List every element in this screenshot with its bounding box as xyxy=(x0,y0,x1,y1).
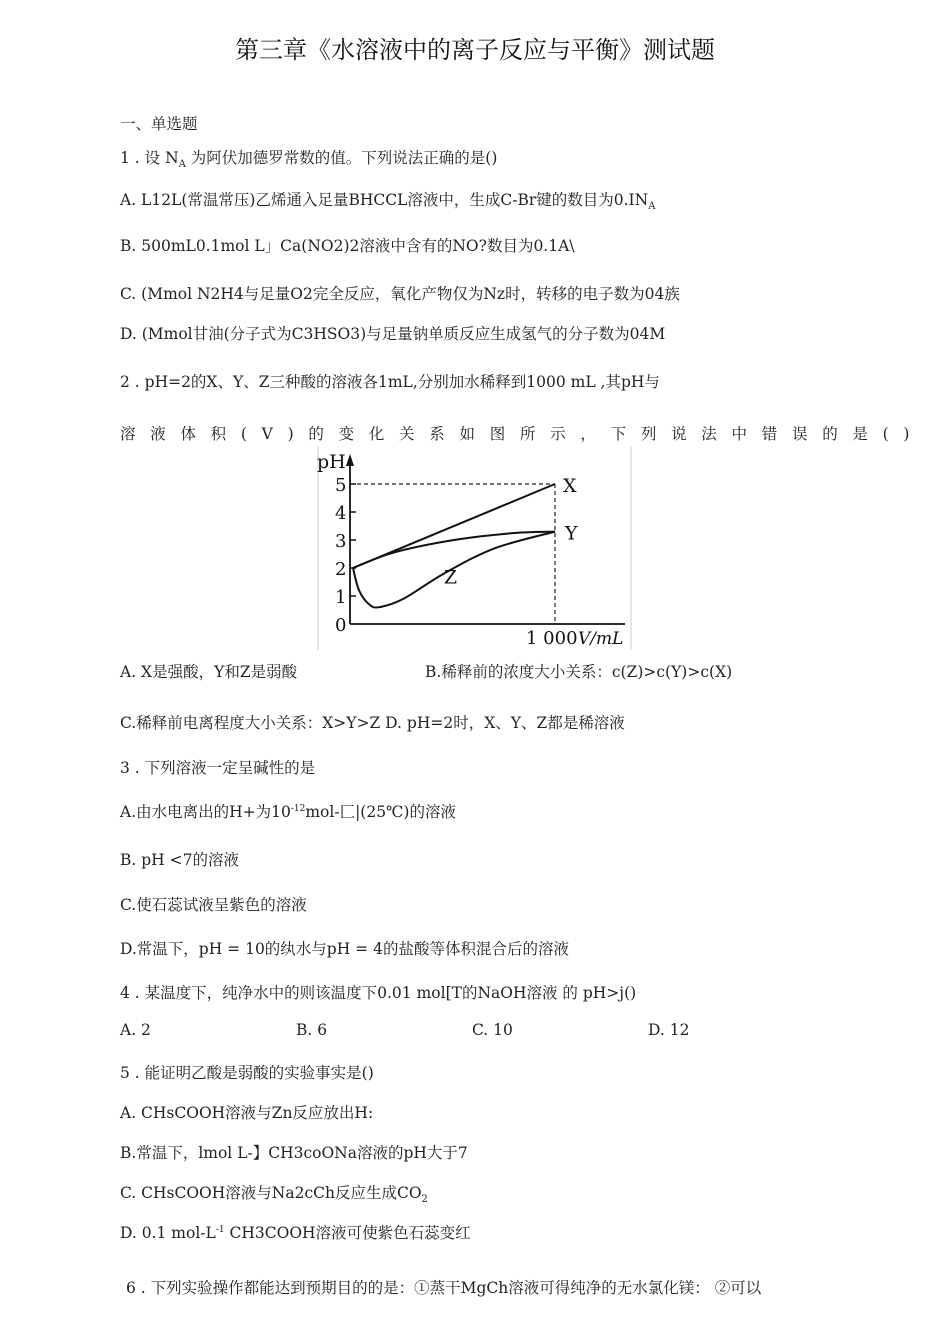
question-2-stem-line1: 2 . pH=2的X、Y、Z三种酸的溶液各1mL,分别加水稀释到1000 mL ,其pH与 xyxy=(120,373,660,391)
question-3-stem: 3 . 下列溶液一定呈碱性的是 xyxy=(120,759,316,777)
question-4-stem: 4 . 某温度下，纯净水中的则该温度下0.01 mol[T的NaOH溶液 的 pH>j() xyxy=(120,984,637,1002)
y-tick-label: 2 xyxy=(335,559,347,580)
q3-option-c: C.使石蕊试液呈紫色的溶液 xyxy=(120,896,307,914)
series-label-x: X xyxy=(563,475,577,497)
q1-stem-b: 为阿伏加德罗常数的值。下列说法正确的是() xyxy=(185,149,498,167)
q1-option-d: D. (Mmol甘油(分子式为C3HSO3)与足量钠单质反应生成氢气的分子数为04M xyxy=(120,325,666,343)
series-label-y: Y xyxy=(565,522,578,545)
y-tick-label: 3 xyxy=(335,531,347,552)
y-tick-label: 0 xyxy=(335,615,347,636)
q3-option-a xyxy=(120,800,456,822)
y-tick-label: 1 xyxy=(335,587,347,608)
q4-option-a: A. 2 xyxy=(120,1021,151,1039)
q5-option-c-text: C. CHsCOOH溶液与Na2cCh反应生成CO xyxy=(120,1184,422,1202)
x-axis-label: V/mL xyxy=(578,629,624,649)
q1-stem-sub: A xyxy=(178,159,186,171)
section-heading: 一、单选题 xyxy=(120,115,198,133)
q2-option-b: B.稀释前的浓度大小关系：c(Z)>c(Y)>c(X) xyxy=(425,663,733,681)
q5-option-a: A. CHsCOOH溶液与Zn反应放出H: xyxy=(120,1104,374,1122)
q3-option-a-sup: -12 xyxy=(290,803,306,814)
y-tick-label: 5 xyxy=(335,475,347,496)
q5-option-d-text2: CH3COOH溶液可使紫色石蕊变红 xyxy=(224,1224,471,1242)
q4-option-c: C. 10 xyxy=(472,1021,513,1039)
series-label-z: Z xyxy=(443,566,458,589)
ph-dilution-chart xyxy=(315,446,635,650)
y-axis-label: pH xyxy=(317,451,346,473)
question-6-stem: 6 . 下列实验操作都能达到预期目的的是：①蒸干MgCh溶液可得纯净的无水氯化镁： ②可以 xyxy=(126,1279,762,1297)
q5-option-d xyxy=(120,1221,471,1243)
x-axis-tick-label: 1 000 xyxy=(526,628,578,649)
question-5-stem: 5 . 能证明乙酸是弱酸的实验事实是() xyxy=(120,1064,374,1082)
q3-option-a-text2: mol-匚|(25℃)的溶液 xyxy=(305,803,456,821)
q1-option-a-text: A. L12L(常温常压)乙烯通入足量BHCCL溶液中，生成C-Br键的数目为0.IN xyxy=(120,191,649,209)
q1-option-c: C. (Mmol N2H4与足量O2完全反应，氧化产物仅为Nz时，转移的电子数为04族 xyxy=(120,285,680,303)
q3-option-b: B. pH <7的溶液 xyxy=(120,851,239,869)
q1-option-a xyxy=(120,188,655,212)
q5-option-d-text: D. 0.1 mol-L xyxy=(120,1224,216,1242)
q5-option-d-sup: -1 xyxy=(215,1224,225,1235)
q1-option-b: B. 500mL0.1mol L」Ca(NO2)2溶液中含有的NO?数目为0.1A\ xyxy=(120,237,575,255)
q4-option-b: B. 6 xyxy=(296,1021,328,1039)
question-2-stem-line2: 溶液体积(V)的变化关系如图所示，下列说法中错误的是() xyxy=(120,425,925,443)
q1-option-a-sub: A xyxy=(648,201,656,213)
q5-option-b: B.常温下，lmol L-】CH3coONa溶液的pH大于7 xyxy=(120,1144,468,1162)
q2-option-a: A. X是强酸，Y和Z是弱酸 xyxy=(120,663,298,681)
q4-option-d: D. 12 xyxy=(648,1021,690,1039)
q5-option-c-sub: 2 xyxy=(421,1194,428,1206)
q2-option-c-d: C.稀释前电离程度大小关系：X>Y>Z D. pH=2时，X、Y、Z都是稀溶液 xyxy=(120,714,625,732)
q1-stem-a: 1 . 设 N xyxy=(120,149,179,167)
question-1-stem xyxy=(120,146,497,170)
y-tick-label: 4 xyxy=(335,503,347,524)
q3-option-a-text: A.由水电离出的H+为10 xyxy=(120,803,291,821)
page-title: 第三章《水溶液中的离子反应与平衡》测试题 xyxy=(235,36,715,64)
q3-option-d: D.常温下，pH = 10的纨水与pH = 4的盐酸等体积混合后的溶液 xyxy=(120,940,569,958)
q5-option-c xyxy=(120,1181,428,1205)
chart-background xyxy=(315,446,635,650)
